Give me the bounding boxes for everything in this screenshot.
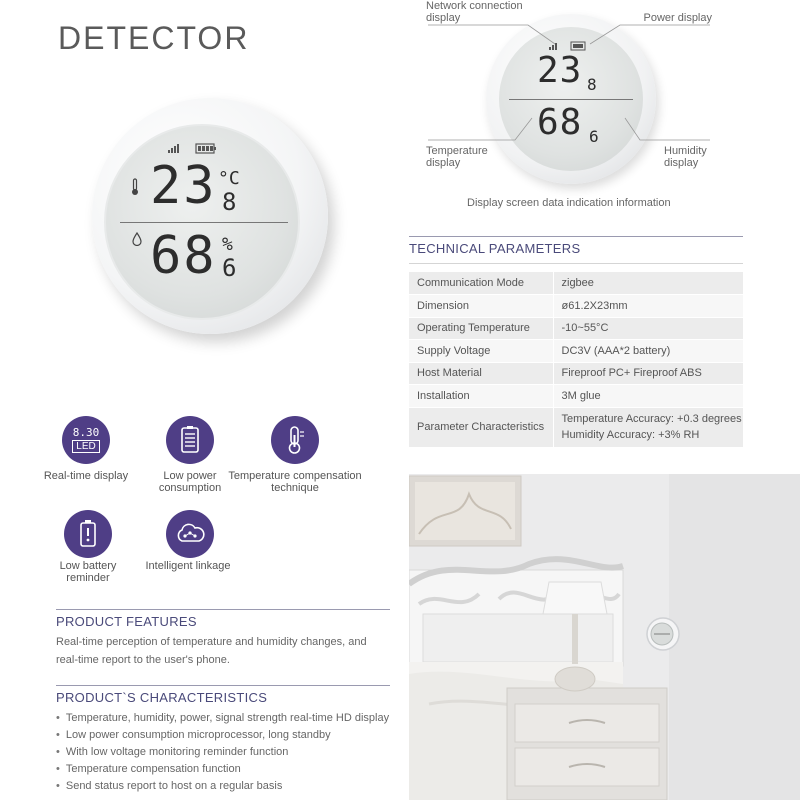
table-cell-key: Communication Mode	[409, 272, 553, 295]
low-power-icon	[166, 416, 214, 464]
feature-label-low-power: Low power consumption	[158, 470, 222, 494]
callout-temperature: Temperature display	[426, 145, 488, 169]
characteristics-title: PRODUCT`S CHARACTERISTICS	[56, 690, 268, 705]
bedroom-illustration	[409, 474, 800, 800]
characteristics-list	[56, 710, 400, 795]
diagram-caption: Display screen data indication information	[467, 197, 671, 209]
table-cell-key: Dimension	[409, 295, 553, 318]
list-item: • Send status report to host on a regular basis	[56, 778, 400, 795]
product-features-text: Real-time perception of temperature and humidity changes, and real-time report to the user's phone.	[56, 636, 367, 666]
diagram-temperature-value: 23	[537, 50, 583, 91]
accuracy-temperature: Temperature Accuracy: +0.3 degrees	[561, 413, 742, 425]
humidity-decimal: 6	[222, 254, 237, 282]
tech-rule-bottom	[409, 263, 743, 264]
table-row	[409, 317, 743, 340]
list-item: • Temperature compensation function	[56, 761, 400, 778]
table-cell-key: Host Material	[409, 362, 553, 385]
led-icon-digits: 8.30	[72, 426, 100, 439]
tech-title: TECHNICAL PARAMETERS	[409, 241, 581, 256]
table-row	[409, 362, 743, 385]
bedroom-photo	[409, 474, 800, 800]
thermometer-icon	[130, 178, 140, 196]
table-cell-value: -10~55°C	[553, 317, 743, 340]
lcd-divider	[120, 222, 288, 223]
humidity-unit: %	[222, 234, 233, 255]
tech-table	[409, 272, 743, 448]
humidity-value: 68	[150, 226, 217, 286]
diagram-humidity-value: 68	[537, 102, 583, 143]
temperature-compensation-icon	[271, 416, 319, 464]
table-row	[409, 272, 743, 295]
table-row	[409, 340, 743, 363]
characteristics-rule	[56, 685, 390, 686]
feature-label-intelligent-linkage: Intelligent linkage	[145, 560, 231, 572]
table-cell-value	[553, 407, 743, 447]
table-cell-value: ø61.2X23mm	[553, 295, 743, 318]
temperature-unit: °C	[218, 168, 240, 189]
accuracy-humidity: Humidity Accuracy: +3% RH	[561, 429, 700, 441]
diagram-humidity-decimal: 6	[589, 127, 599, 146]
table-cell-value: DC3V (AAA*2 battery)	[553, 340, 743, 363]
callout-network: Network connection display	[426, 0, 523, 24]
diagram-temperature-decimal: 8	[587, 75, 597, 94]
callout-power: Power display	[643, 12, 712, 24]
temperature-decimal: 8	[222, 188, 237, 216]
tech-rule-top	[409, 236, 743, 237]
low-battery-icon	[64, 510, 112, 558]
table-cell-value: zigbee	[553, 272, 743, 295]
intelligent-linkage-icon	[166, 510, 214, 558]
led-icon-label: LED	[72, 440, 99, 453]
lcd-screen	[104, 124, 300, 320]
humidity-drop-icon	[132, 232, 142, 246]
list-item: • With low voltage monitoring reminder function	[56, 744, 400, 761]
page-title: DETECTOR	[58, 20, 250, 56]
table-cell-value: Fireproof PC+ Fireproof ABS	[553, 362, 743, 385]
table-cell-key: Installation	[409, 385, 553, 408]
table-row	[409, 385, 743, 408]
temperature-value: 23	[150, 156, 217, 216]
signal-battery-icon	[168, 142, 228, 154]
feature-label-temp-compensation: Temperature compensation technique	[228, 470, 362, 494]
table-row	[409, 407, 743, 447]
callout-humidity: Humidity display	[664, 145, 707, 169]
table-cell-key: Supply Voltage	[409, 340, 553, 363]
led-display-icon	[62, 416, 110, 464]
feature-label-low-battery: Low battery reminder	[59, 560, 117, 584]
list-item: • Temperature, humidity, power, signal strength real-time HD display	[56, 710, 400, 727]
table-cell-key: Parameter Characteristics	[409, 407, 553, 447]
table-row	[409, 295, 743, 318]
table-cell-value: 3M glue	[553, 385, 743, 408]
list-item: • Low power consumption microprocessor, long standby	[56, 727, 400, 744]
features-rule	[56, 609, 390, 610]
table-cell-key: Operating Temperature	[409, 317, 553, 340]
sensor-device-image	[92, 98, 328, 334]
feature-label-realtime: Real-time display	[43, 470, 129, 482]
product-features-title: PRODUCT FEATURES	[56, 614, 197, 629]
